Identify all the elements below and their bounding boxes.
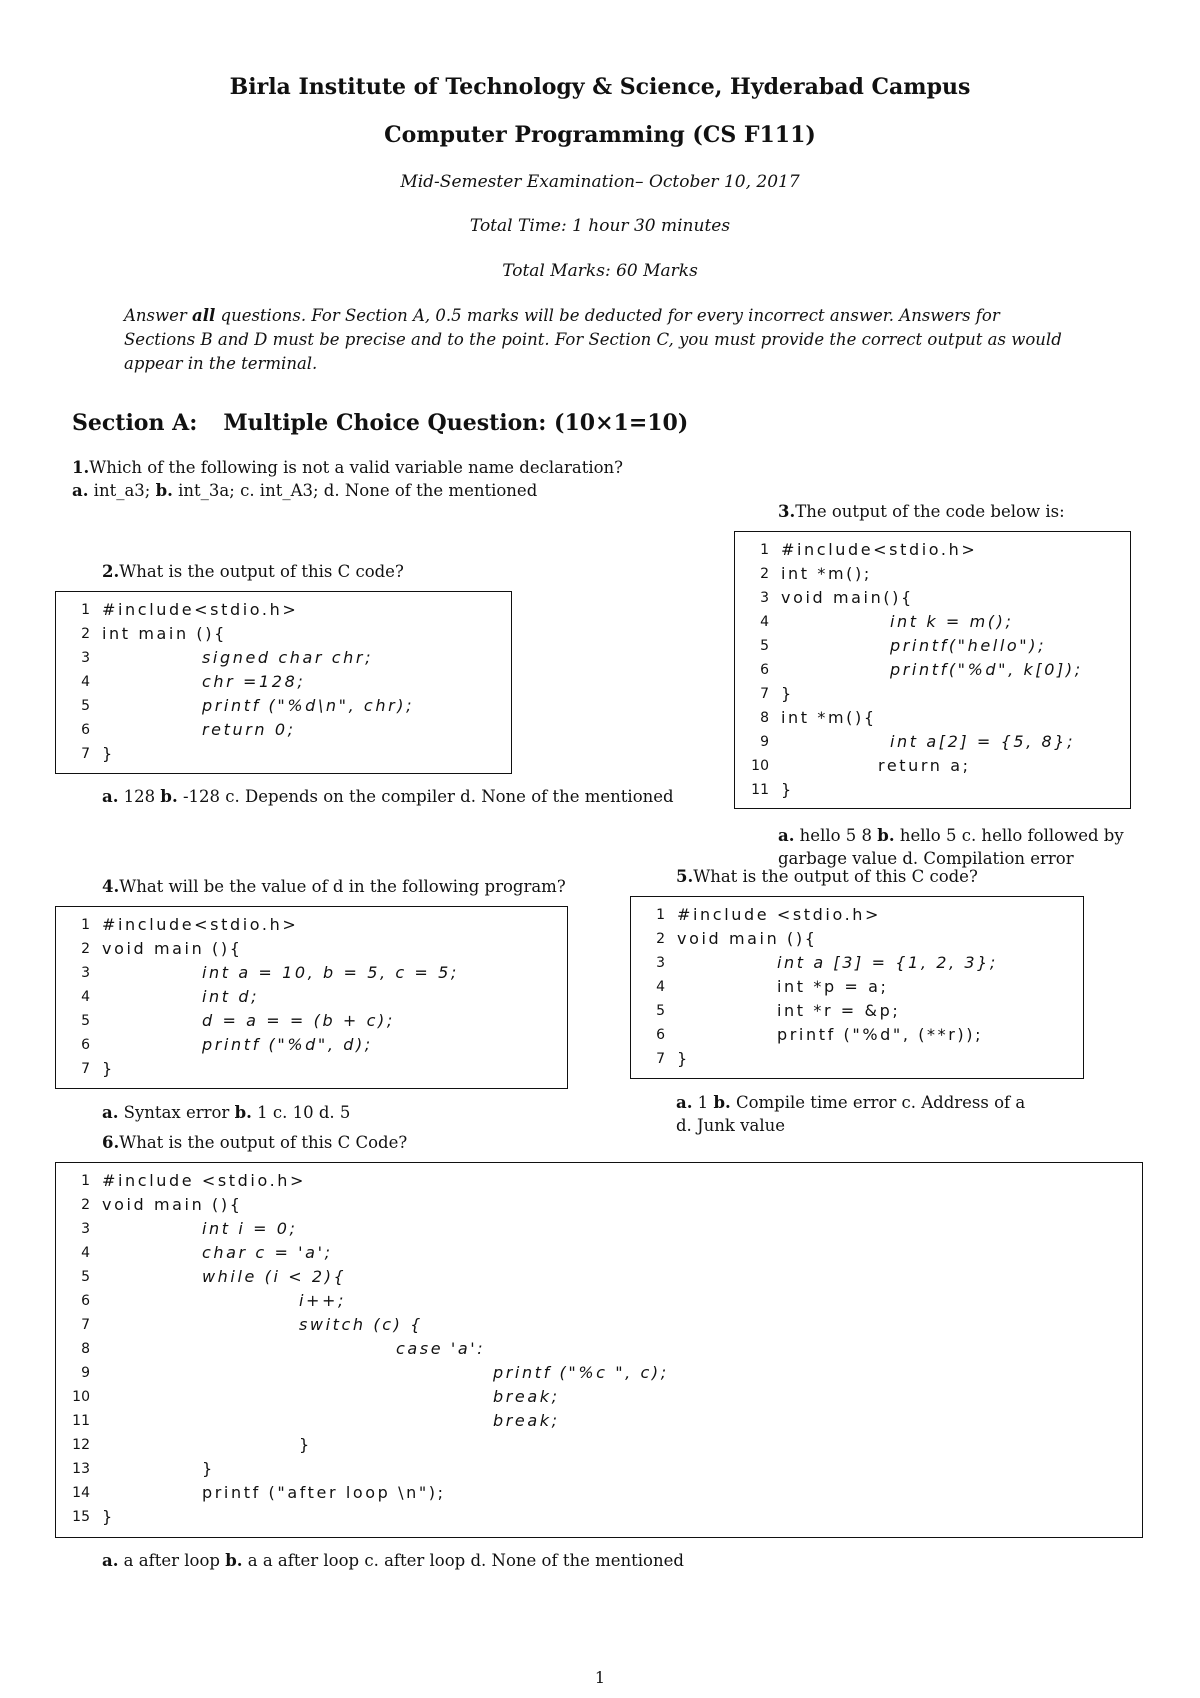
code-text: #include<stdio.h>	[102, 915, 299, 934]
line-number: 3	[81, 1221, 90, 1237]
question-2: 2.What is the output of this C code?	[102, 562, 404, 581]
line-number: 14	[72, 1485, 90, 1501]
code-text: printf ("%d\n", chr);	[202, 696, 415, 715]
total-marks: Total Marks: 60 Marks	[502, 261, 698, 281]
code-text: printf("hello");	[890, 636, 1047, 655]
line-number: 4	[760, 614, 769, 630]
code-text: printf ("%d", d);	[202, 1035, 373, 1054]
line-number: 11	[72, 1413, 90, 1429]
code-text: break;	[493, 1387, 560, 1406]
code-text: void main (){	[677, 929, 818, 948]
code-text: printf ("after loop \n");	[202, 1483, 446, 1502]
question-3-options: a. hello 5 8 b. hello 5 c. hello followed by	[778, 826, 1124, 845]
line-number: 15	[72, 1509, 90, 1525]
code-text: #include <stdio.h>	[677, 905, 882, 924]
code-text: }	[299, 1435, 312, 1454]
code-text: char c = 'a';	[202, 1243, 333, 1262]
code-text: #include<stdio.h>	[781, 540, 978, 559]
page-number: 1	[594, 1668, 606, 1687]
institute-title: Birla Institute of Technology & Science, Hyderabad Campus	[229, 74, 971, 100]
question-5-options: a. 1 b. Compile time error c. Address of a	[676, 1093, 1026, 1112]
line-number: 5	[81, 1013, 90, 1029]
code-text: }	[677, 1049, 690, 1068]
code-text: }	[102, 1059, 115, 1078]
code-text: int a [3] = {1, 2, 3};	[777, 953, 998, 972]
line-number: 10	[751, 758, 769, 774]
line-number: 1	[656, 907, 665, 923]
code-text: printf("%d", k[0]);	[890, 660, 1083, 679]
line-number: 12	[72, 1437, 90, 1453]
line-number: 1	[81, 917, 90, 933]
question-1: 1.Which of the following is not a valid variable name declaration?	[72, 458, 624, 477]
question-6: 6.What is the output of this C Code?	[102, 1133, 408, 1152]
course-title: Computer Programming (CS F111)	[384, 122, 816, 148]
question-2-options: a. 128 b. -128 c. Depends on the compiler d. None of the mentioned	[102, 787, 674, 806]
line-number: 2	[81, 941, 90, 957]
line-number: 2	[760, 566, 769, 582]
code-text: int i = 0;	[202, 1219, 298, 1238]
code-text: break;	[493, 1411, 560, 1430]
code-text: case 'a':	[396, 1339, 486, 1358]
line-number: 5	[656, 1003, 665, 1019]
code-text: }	[781, 780, 794, 799]
code-text: int *m();	[781, 564, 872, 583]
line-number: 13	[72, 1461, 90, 1477]
line-number: 6	[81, 1293, 90, 1309]
line-number: 7	[81, 1317, 90, 1333]
question-3-options-line2: garbage value d. Compilation error	[778, 849, 1074, 868]
line-number: 9	[760, 734, 769, 750]
line-number: 5	[760, 638, 769, 654]
question-3-code-block	[734, 531, 1131, 809]
code-text: int a[2] = {5, 8};	[890, 732, 1076, 751]
line-number: 4	[81, 674, 90, 690]
code-text: }	[102, 1507, 115, 1526]
code-text: int *r = &p;	[777, 1001, 901, 1020]
line-number: 3	[760, 590, 769, 606]
question-4-code-block	[55, 906, 568, 1089]
question-5-options-line2: d. Junk value	[676, 1116, 785, 1135]
section-a-heading: Section A: Multiple Choice Question: (10×1=10)	[72, 410, 689, 436]
code-text: int *p = a;	[777, 977, 889, 996]
code-text: int d;	[202, 987, 260, 1006]
question-3: 3.The output of the code below is:	[778, 502, 1065, 521]
line-number: 11	[751, 782, 769, 798]
line-number: 3	[81, 965, 90, 981]
line-number: 10	[72, 1389, 90, 1405]
code-text: signed char chr;	[202, 648, 374, 667]
code-text: void main (){	[102, 939, 243, 958]
code-text: switch (c) {	[299, 1315, 423, 1334]
code-text: }	[202, 1459, 215, 1478]
code-text: while (i < 2){	[202, 1267, 347, 1286]
question-1-options: a. int_a3; b. int_3a; c. int_A3; d. None of the mentioned	[72, 481, 538, 500]
exam-title: Mid-Semester Examination– October 10, 2017	[400, 172, 800, 192]
code-text: printf ("%c ", c);	[493, 1363, 669, 1382]
line-number: 8	[760, 710, 769, 726]
question-4: 4.What will be the value of d in the following program?	[102, 877, 566, 896]
code-text: d = a = = (b + c);	[202, 1011, 395, 1030]
line-number: 4	[656, 979, 665, 995]
question-6-options: a. a after loop b. a a after loop c. after loop d. None of the mentioned	[102, 1551, 684, 1570]
code-text: i++;	[299, 1291, 347, 1310]
code-text: void main(){	[781, 588, 914, 607]
code-text: chr =128;	[202, 672, 306, 691]
line-number: 9	[81, 1365, 90, 1381]
code-text: #include<stdio.h>	[102, 600, 299, 619]
code-text: #include <stdio.h>	[102, 1171, 307, 1190]
code-text: int a = 10, b = 5, c = 5;	[202, 963, 459, 982]
line-number: 1	[760, 542, 769, 558]
code-text: return 0;	[202, 720, 296, 739]
question-2-code-block	[55, 591, 512, 774]
line-number: 7	[81, 1061, 90, 1077]
instructions-emphasis: all	[192, 306, 216, 325]
line-number: 6	[81, 1037, 90, 1053]
code-text: void main (){	[102, 1195, 243, 1214]
code-text: }	[781, 684, 794, 703]
line-number: 7	[760, 686, 769, 702]
line-number: 2	[656, 931, 665, 947]
instructions: Answer all questions. For Section A, 0.5 marks will be deducted for every incorrect answer. Answers for Sections B and D must be precise and to the point. For Section C, you must provide the correct output as would appear in the terminal.	[124, 306, 1062, 373]
line-number: 3	[656, 955, 665, 971]
code-text: int main (){	[102, 624, 227, 643]
line-number: 7	[656, 1051, 665, 1067]
question-5-code-block	[630, 896, 1084, 1079]
line-number: 4	[81, 989, 90, 1005]
total-time: Total Time: 1 hour 30 minutes	[469, 216, 731, 236]
question-4-options: a. Syntax error b. 1 c. 10 d. 5	[102, 1103, 351, 1122]
line-number: 1	[81, 602, 90, 618]
line-number: 1	[81, 1173, 90, 1189]
line-number: 2	[81, 626, 90, 642]
line-number: 5	[81, 698, 90, 714]
question-6-code-block	[55, 1162, 1143, 1538]
question-5: 5.What is the output of this C code?	[676, 867, 978, 886]
line-number: 4	[81, 1245, 90, 1261]
line-number: 5	[81, 1269, 90, 1285]
code-text: int k = m();	[890, 612, 1014, 631]
line-number: 6	[760, 662, 769, 678]
line-number: 6	[656, 1027, 665, 1043]
line-number: 7	[81, 746, 90, 762]
code-text: }	[102, 744, 115, 763]
code-text: int *m(){	[781, 708, 877, 727]
line-number: 2	[81, 1197, 90, 1213]
line-number: 6	[81, 722, 90, 738]
code-text: return a;	[878, 756, 971, 775]
line-number: 8	[81, 1341, 90, 1357]
code-text: printf ("%d", (**r));	[777, 1025, 984, 1044]
line-number: 3	[81, 650, 90, 666]
